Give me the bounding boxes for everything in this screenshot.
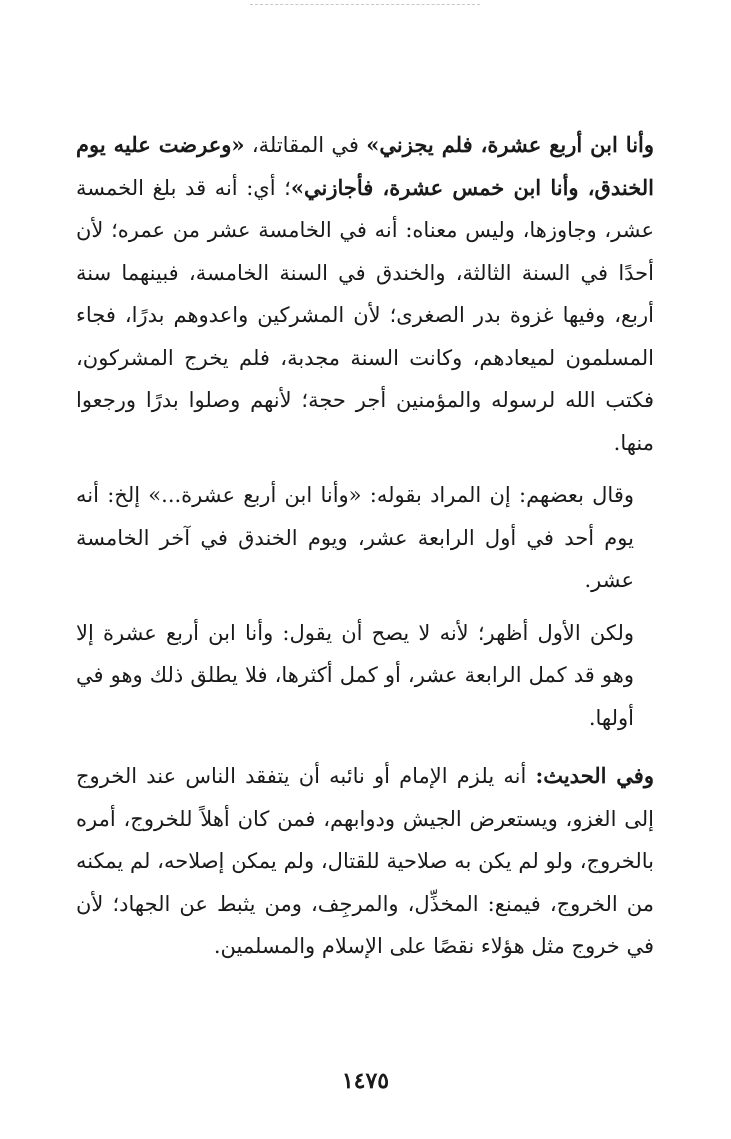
preferred-view-text: ولكن الأول أظهر؛ لأنه لا يصح أن يقول: وأنا ابن أربع عشرة إلا وهو قد كمل الرابعة عشر، أو كمل أكثرها، فلا يطلق ذلك وهو في أولها. [76,620,634,730]
page-body [76,124,654,968]
bold-quote-fourteen: وأنا ابن أربع عشرة، فلم يجزني» [366,132,655,157]
lessons-heading: وفي الحديث: [535,763,654,788]
paragraph-alternative-view [76,474,654,602]
paragraph-hadith-continuation [76,124,654,464]
bold-quote-khandaq: «وعرضت عليه يوم الخندق، وأنا ابن خمس عشرة، فأجازني» [76,132,654,200]
explanation-text: ؛ أي: أنه قد بلغ الخمسة عشر، وجاوزها، وليس معناه: أنه في الخامسة عشر من عمره؛ لأن أحدًا في السنة الثالثة، والخندق في السنة الخامسة، فبينهما سنة أربع، وفيها غزوة بدر الصغرى؛ لأن المشركين واعدوهم بدرًا، فجاء المسلمون لميعادهم، وكانت السنة مجدبة، فلم يخرج المشركون، فكتب الله لرسوله والمؤمنين أجر حجة؛ لأنهم وصلوا بدرًا ورجعوا منها. [76,175,654,455]
plain-text-fighting: في المقاتلة، [244,133,367,157]
paragraph-hadith-lessons [76,755,654,968]
alternative-view-text: وقال بعضهم: إن المراد بقوله: «وأنا ابن أربع عشرة...» إلخ: أنه يوم أحد في أول الرابعة عشر، ويوم الخندق في آخر الخامسة عشر. [76,483,634,592]
top-scan-rule [250,4,480,5]
lessons-text: أنه يلزم الإمام أو نائبه أن يتفقد الناس عند الخروج إلى الغزو، ويستعرض الجيش ودوابهم، فمن كان أهلاً للخروج، أمره بالخروج، ولو لم يكن به صلاحية للقتال، ولم يمكن إصلاحه، لم يمكنه من الخروج، فيمنع: المخذِّل، والمرجِف، ومن يثبط عن الجهاد؛ لأن في خروج مثل هؤلاء نقصًا على الإسلام والمسلمين. [76,764,655,958]
page-number: ١٤٧٥ [341,1068,390,1094]
paragraph-preferred-view [76,612,654,740]
